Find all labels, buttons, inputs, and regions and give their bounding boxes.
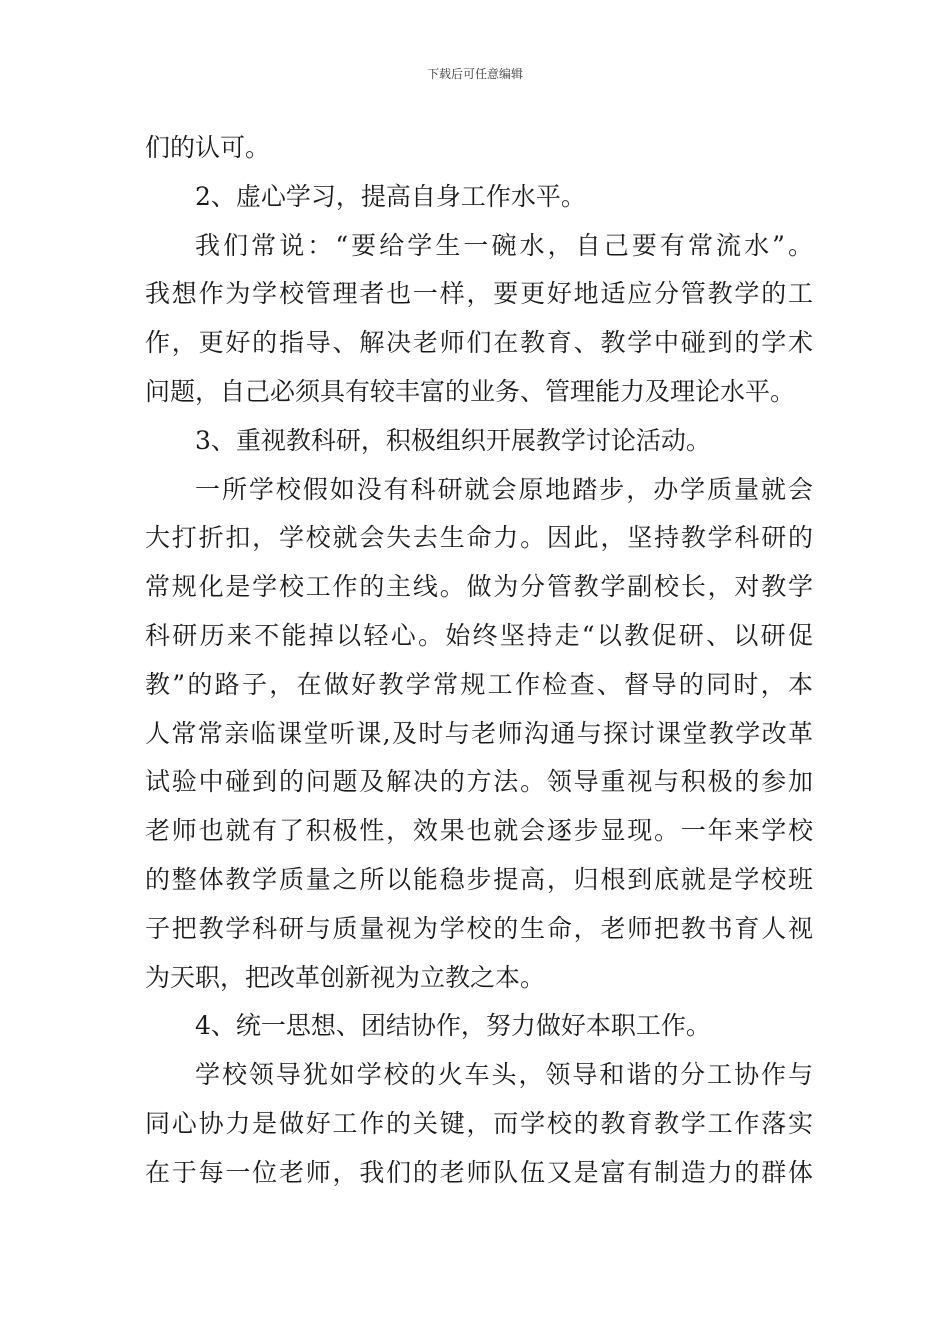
- text-line: 为天职，把改革创新视为立教之本。: [145, 962, 546, 992]
- text-line: 在于每一位老师，我们的老师队伍又是富有制造力的群体: [145, 1157, 813, 1187]
- text-line: 子把教学科研与质量视为学校的生命，老师把教书育人视: [145, 913, 813, 943]
- text-line: 们的认可。: [145, 133, 271, 162]
- text-line: 同心协力是做好工作的关键，而学校的教育教学工作落实: [145, 1108, 813, 1138]
- text-line: 老师也就有了积极性，效果也就会逐步显现。一年来学校: [145, 816, 813, 846]
- text-line: 大打折扣，学校就会失去生命力。因此，坚持教学科研的: [145, 523, 813, 553]
- document-body: [145, 124, 813, 1198]
- text-line: 3、重视教科研，积极组织开展教学讨论活动。: [195, 425, 711, 455]
- text-line: 科研历来不能掉以轻心。始终坚持走“以教促研、以研促: [145, 620, 813, 650]
- text-line: 教”的路子，在做好教学常规工作检查、督导的同时，本: [145, 669, 813, 699]
- page-header: 下载后可任意编辑: [426, 67, 523, 81]
- text-line: 一所学校假如没有科研就会原地踏步，办学质量就会: [195, 474, 813, 504]
- text-line: 试验中碰到的问题及解决的方法。领导重视与积极的参加: [145, 767, 813, 797]
- text-line: 人常常亲临课堂听课,及时与老师沟通与探讨课堂教学改革: [145, 718, 813, 748]
- text-line: 我想作为学校管理者也一样，要更好地适应分管教学的工: [145, 279, 813, 309]
- text-line: 我们常说：“要给学生一碗水，自己要有常流水”。: [195, 230, 813, 260]
- text-line: 4、统一思想、团结协作，努力做好本职工作。: [195, 1011, 711, 1041]
- text-line: 学校领导犹如学校的火车头，领导和谐的分工协作与: [195, 1060, 813, 1090]
- text-line: 常规化是学校工作的主线。做为分管教学副校长，对教学: [145, 572, 813, 602]
- text-line: 2、虚心学习，提高自身工作水平。: [195, 181, 586, 211]
- text-line: 的整体教学质量之所以能稳步提高，归根到底就是学校班: [145, 864, 813, 894]
- text-line: 问题，自己必须具有较丰富的业务、管理能力及理论水平。: [145, 376, 796, 406]
- text-line: 作，更好的指导、解决老师们在教育、教学中碰到的学术: [145, 328, 813, 358]
